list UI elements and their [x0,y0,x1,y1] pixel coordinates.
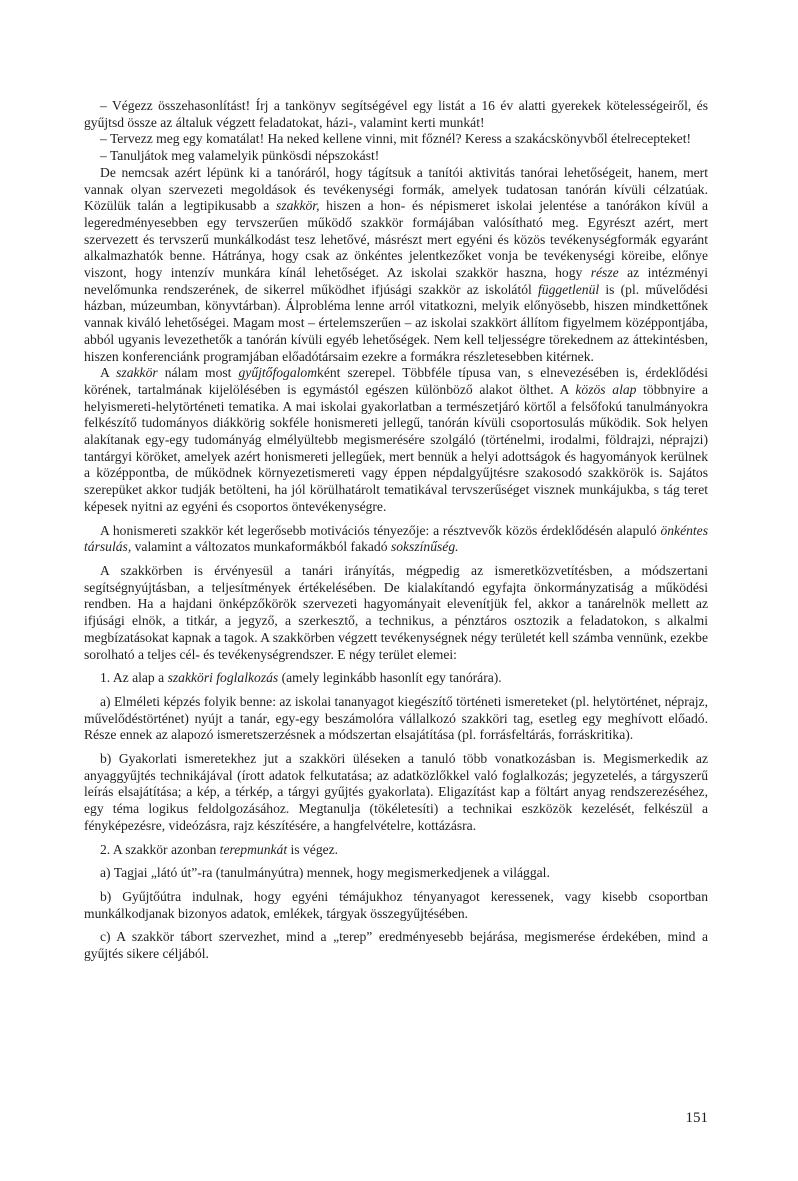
text-run: ként szerepel. Többféle típusa van, s elnevezésében is, érdeklődési körének, tartalmának kijelölésében is egymástól egészen különböző alakot ölthet. A [84,365,708,397]
document-body [84,98,708,963]
italic-term: szakköri foglalkozás [167,670,279,686]
italic-term: része [590,265,619,281]
paragraph [84,842,708,859]
text-run: a) Tagjai „látó út”-ra (tanulmányútra) mennek, hogy megismerkedjenek a világgal. [100,865,550,881]
italic-term: sokszínűség. [390,539,459,555]
text-run: 2. A szakkör azonban [100,841,220,857]
text-run: A szakkörben is érvényesül a tanári irányítás, mégpedig az ismeretközvetítésben, a módszertani segítségnyújtásban, a teljesítmények értékelésében. De kialakítandó egyfajta önkormányzatiság a működési rendben. Ha a hajdani önképzőkörök szervezeti hagyományait elevenítjük fel, akkor a tanárelnök mellett az ifjúsági elnök, a titkár, a jegyző, a szerkesztő, a technikus, a pénztáros osztozik a feladatokon, s alkalmi megbízatásokat kapnak a tagok. A szakkörben végzett tevékenységnek négy területét kell számba vennünk, ezekbe sorolható a teljes cél- és tevékenységrendszer. E négy terület elemei: [84,562,708,662]
paragraph [84,365,708,515]
text-run: hiszen a hon- és népismeret iskolai jelentése a tanórákon kívül a legeredményesebben egy tervszerűen működő szakkör formájában valósítható meg. Egyrészt azért, mert szervezett és tervszerű munkálkodást tesz lehetővé, másrészt mert egyéni és közös tevékenységformák egyaránt alkalmazhatók benne. Hátránya, hogy csak az önkéntes jelentkezőket vonja be tevékenységi köreibe, előnye viszont, hogy intenzív munkára kínál lehetőséget. Az iskolai szakkör haszna, hogy [84,198,708,281]
paragraph [84,865,708,882]
paragraph [84,563,708,663]
text-run: – Tervezz meg egy komatálat! Ha neked kellene vinni, mit főznél? Keress a szakácskönyvből ételrecepteket! [100,131,692,147]
text-run: az intézményi nevelőmunka rendszerének, de sikerrel működhet ifjúsági szakkör az iskolától [84,265,708,297]
text-run: A [100,365,117,381]
paragraph [84,131,708,148]
paragraph [84,165,708,365]
text-run: is végez. [287,841,339,857]
page-number: 151 [685,1110,708,1126]
text-run: nálam most [157,365,239,381]
paragraph [84,889,708,922]
italic-term: közös alap [575,381,637,397]
paragraph [84,670,708,687]
paragraph [84,929,708,962]
italic-term: gyűjtőfogalom [238,365,318,381]
paragraph [84,751,708,835]
paragraph [84,523,708,556]
text-run: – Tanuljátok meg valamelyik pünkösdi népszokást! [100,148,380,164]
italic-term: szakkör [116,365,158,381]
text-run: (amely leginkább hasonlít egy tanórára). [278,670,502,686]
text-run: valamint a változatos munkaformákból fakadó [131,539,391,555]
text-run: többnyire a helyismereti-helytörténeti tematika. A mai iskolai gyakorlatban a természetjáró körtől a felsőfokú tanulmányokra felkészítő tudományos diákkörig sokféle honismereti jellegű, tanórán kívüli csoportosulás működik. Sok helyen alakítanak egy-egy tudományág elmélyültebb megismerésére szolgáló (történelmi, irodalmi, földrajzi, néprajzi) tantárgyi köröket, amelyek azért honismereti jellegűek, mert bennük a helyi adottságok és hagyományok kerülnek a középpontba, de működnek környezetismereti vagy éppen népdalgyűjtésre szakosodó szakkörök is. Sajátos szerepüket akkor tudják betölteni, ha jól körülhatárolt tematikával tervszerűséget visznek munkájukba, s tág teret képesek nyitni az egyéni és csoportos öntevékenységre. [84,381,708,514]
text-run: De nemcsak azért lépünk ki a tanóráról, hogy tágítsuk a tanítói aktivitás tanórai lehetőségeit, hanem, mert vannak olyan szervezeti megoldások és tevékenységi formák, amelyek tudatosan tanórán kívüli célzatúak. Közülük talán a legtipikusabb a [84,164,708,214]
text-run: b) Gyűjtőútra indulnak, hogy egyéni témájukhoz tényanyagot keressenek, vagy kisebb csoportban munkálkodjanak bizonyos adatok, emlékek, tárgyak összegyűjtésében. [84,888,708,921]
text-run: A honismereti szakkör két legerősebb motivációs tényezője: a résztvevők közös érdeklődésén alapuló [100,522,661,538]
text-run: – Végezz összehasonlítást! Írj a tankönyv segítségével egy listát a 16 év alatti gyerekek kötelességeiről, és gyűjtsd össze az általuk végzett feladatokat, házi-, valamint kerti munkát! [84,98,708,130]
text-run: a) Elméleti képzés folyik benne: az iskolai tananyagot kiegészítő történeti ismereteket (pl. helytörténet, néprajz, művelődéstörténet) nyújt a tanár, egy-egy beszámolóra vállalkozó szakköri tag, esetleg egy meghívott előadó. Része ennek az alapozó ismeretszerzésnek a módszertan elsajátítása (pl. forrásfeltárás, forráskritika). [84,693,708,743]
italic-term: terepmunkát [219,841,288,857]
text-run: b) Gyakorlati ismeretekhez jut a szakköri üléseken a tanuló több vonatkozásban is. Megismerkedik az anyaggyűjtés technikájával (írott adatok felkutatása; az adatközlőkkel való foglalkozás; jegyzetelés, a tárgyszerű leírás elsajátítása; a kép, a térkép, a tárgyi gyűjtés gyakorlata). Eligazítást kap a föltárt anyag rendszerezéséhez, egy téma logikus feldolgozásához. Megtanulja (tökéletesíti) a technikai eszközök kezelését, felkészül a fényképezésre, videózásra, rajz készítésére, a hangfelvételre, kottázásra. [84,751,708,833]
paragraph [84,98,708,131]
text-run: c) A szakkör tábort szervezhet, mind a „terep” eredményesebb bejárása, megismerése érdekében, mind a gyűjtés sikere céljából. [84,929,708,962]
text-run: 1. Az alap a [100,670,168,686]
paragraph [84,148,708,165]
text-run: is (pl. művelődési házban, múzeumban, könyvtárban). Álprobléma lenne arról vitatkozni, melyik előnyösebb, hiszen mindkettőnek vannak kiváló lehetőségei. Magam most – értelemszerűen – az iskolai szakkört állítom figyelmem középpontjába, abból ugyanis levezethetők a tanórán kívüli egyéb lehetőségek. Nem kell teljességre törekednem az áttekintésben, hiszen konferenciánk programjában előadótársaim ezekre a formákra részletesebben kitérnek. [84,281,708,364]
body-text [84,98,708,963]
italic-term: önkéntes társulás, [84,522,708,555]
paragraph [84,694,708,744]
italic-term: szakkör, [276,198,320,214]
italic-term: függetlenül [538,281,600,297]
